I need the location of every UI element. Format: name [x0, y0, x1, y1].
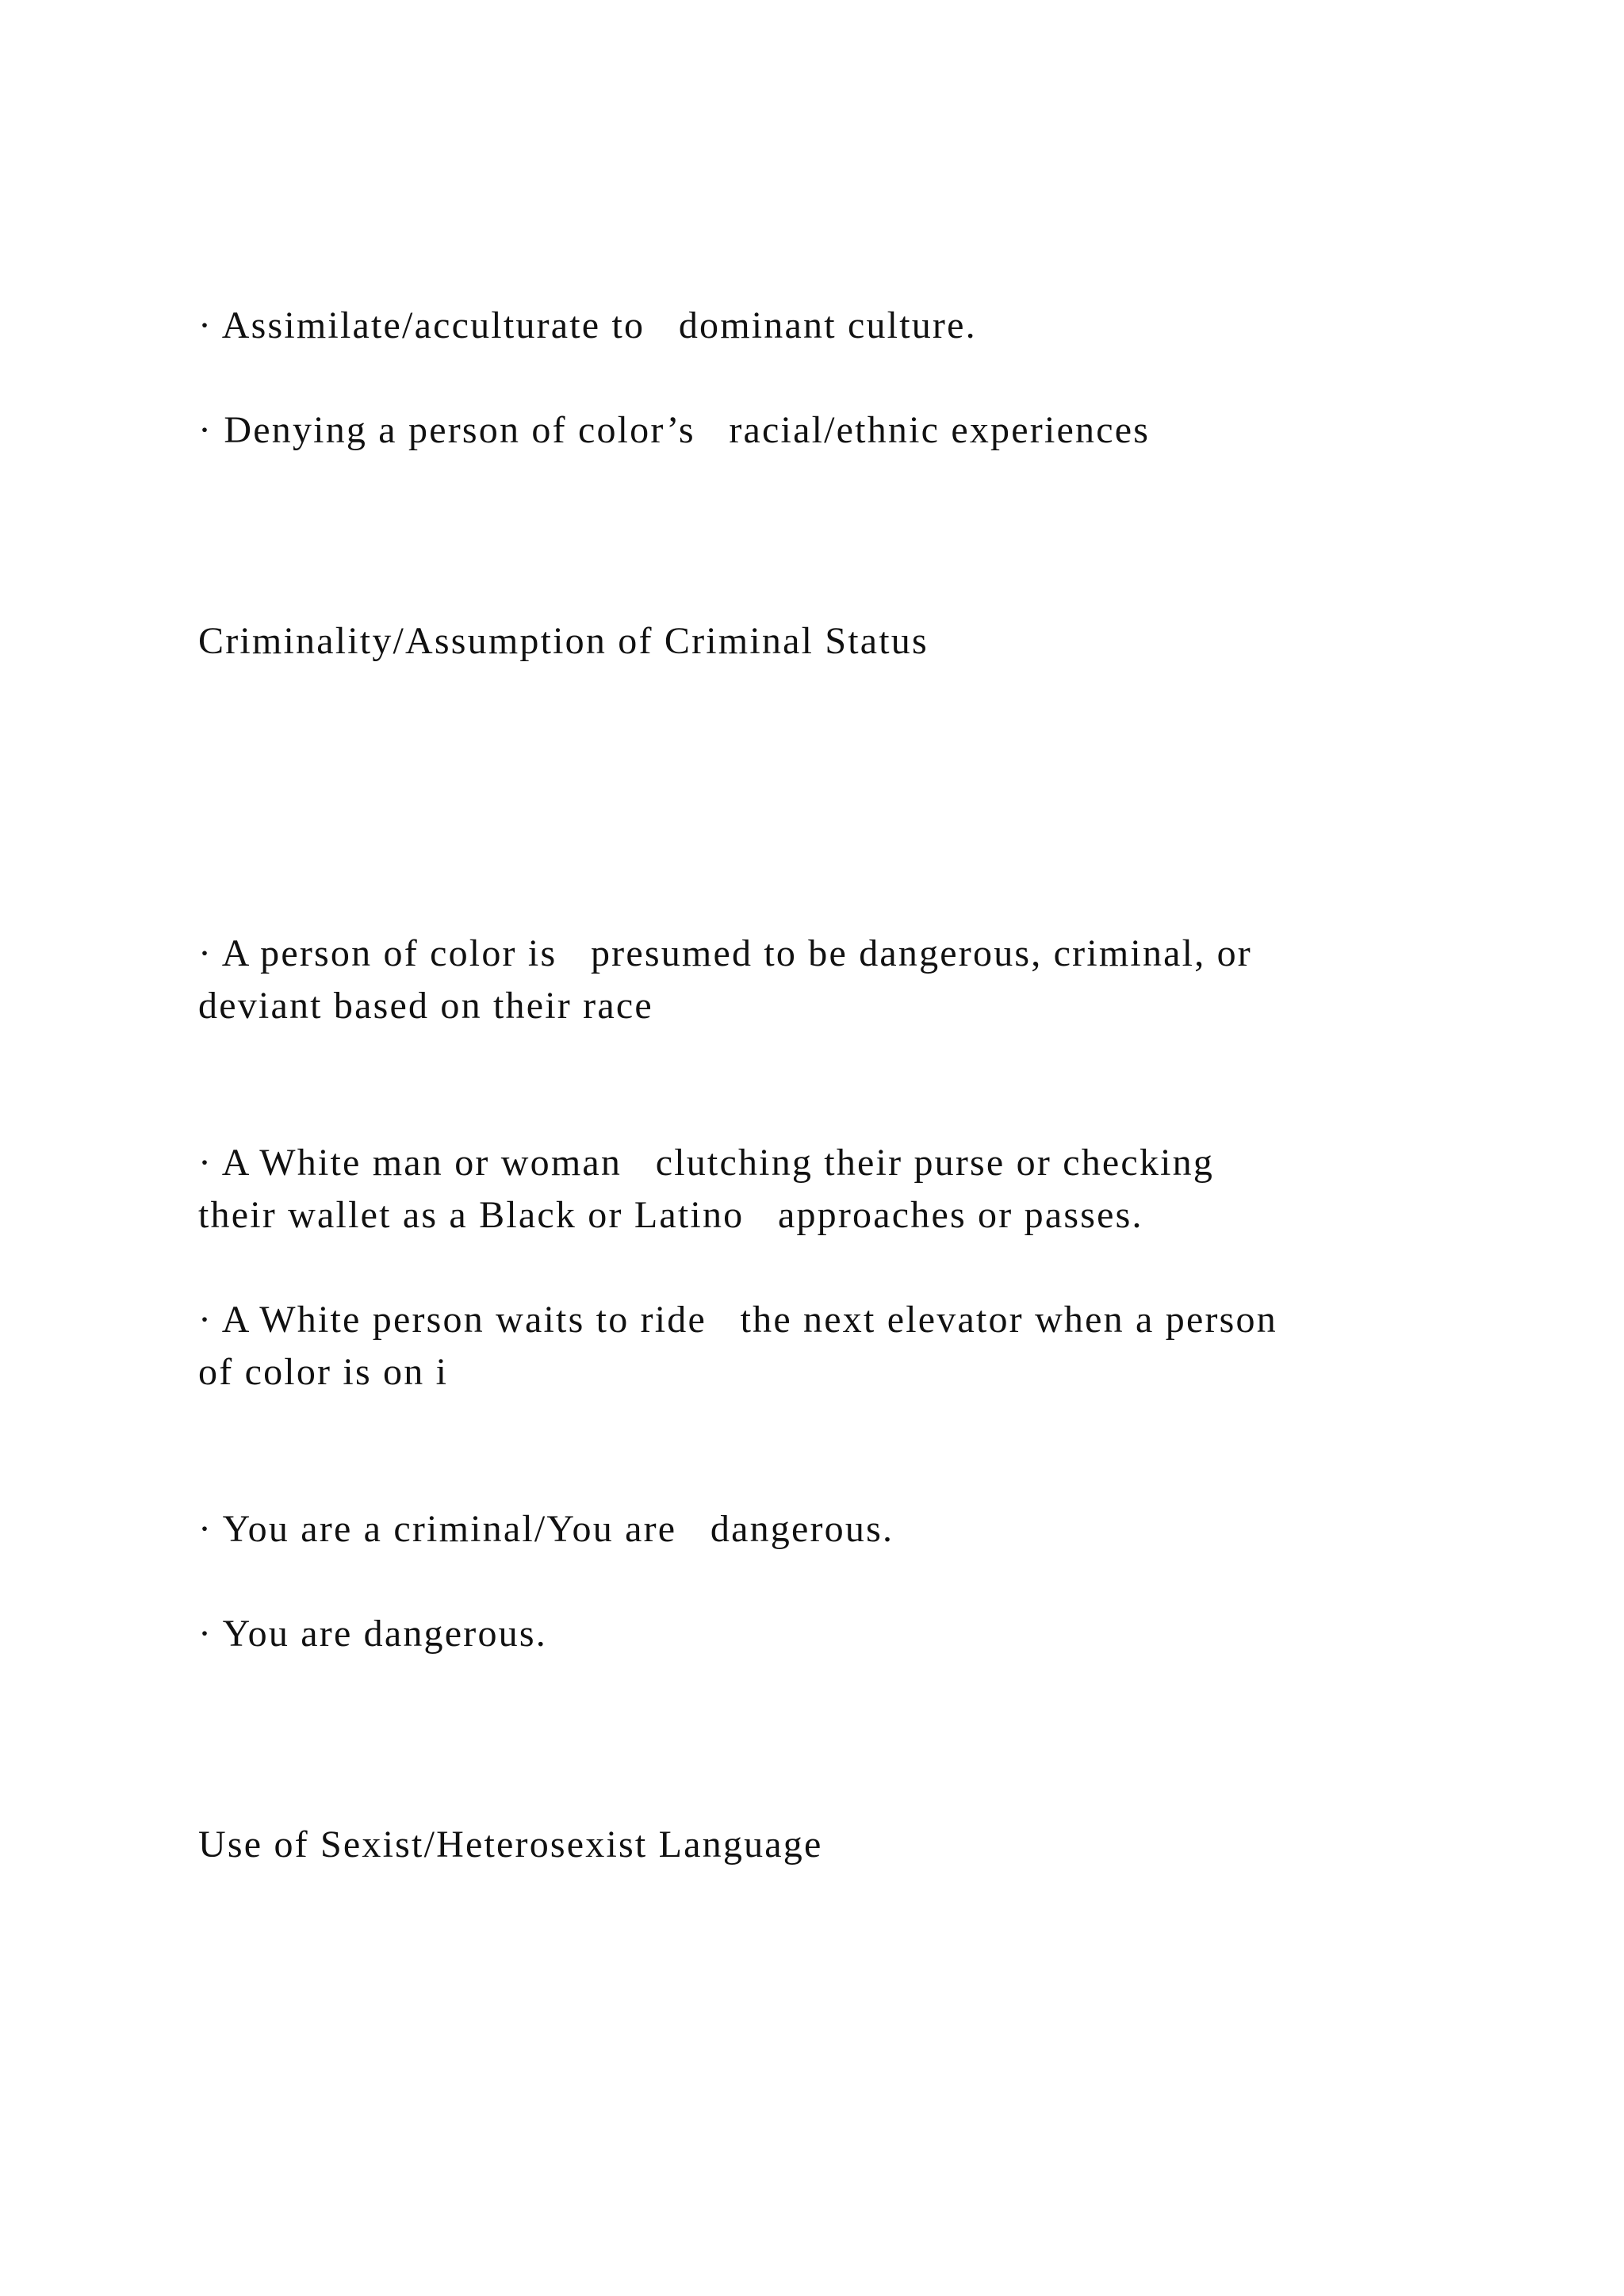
bullet-clutching-purse-line-1: · A White man or woman clutching their purse or checking	[198, 1142, 1215, 1184]
bullet-elevator-line-2: of color is on i	[198, 1351, 449, 1393]
bullet-assimilate: · Assimilate/acculturate to dominant culture.	[198, 304, 977, 346]
section-heading-sexist-language: Use of Sexist/Heterosexist Language	[198, 1823, 823, 1866]
bullet-you-are-dangerous: · You are dangerous.	[198, 1613, 547, 1655]
bullet-presumed-dangerous-line-1: · A person of color is presumed to be dangerous, criminal, or	[198, 932, 1252, 974]
bullet-you-are-criminal: · You are a criminal/You are dangerous.	[198, 1508, 894, 1550]
bullet-presumed-dangerous-line-2: deviant based on their race	[198, 985, 653, 1027]
section-heading-criminality: Criminality/Assumption of Criminal Status	[198, 620, 929, 662]
bullet-elevator-line-1: · A White person waits to ride the next elevator when a person	[198, 1299, 1277, 1341]
bullet-clutching-purse-line-2: their wallet as a Black or Latino approaches or passes.	[198, 1194, 1143, 1236]
bullet-denying-experiences: · Denying a person of color’s racial/ethnic experiences	[198, 409, 1151, 451]
